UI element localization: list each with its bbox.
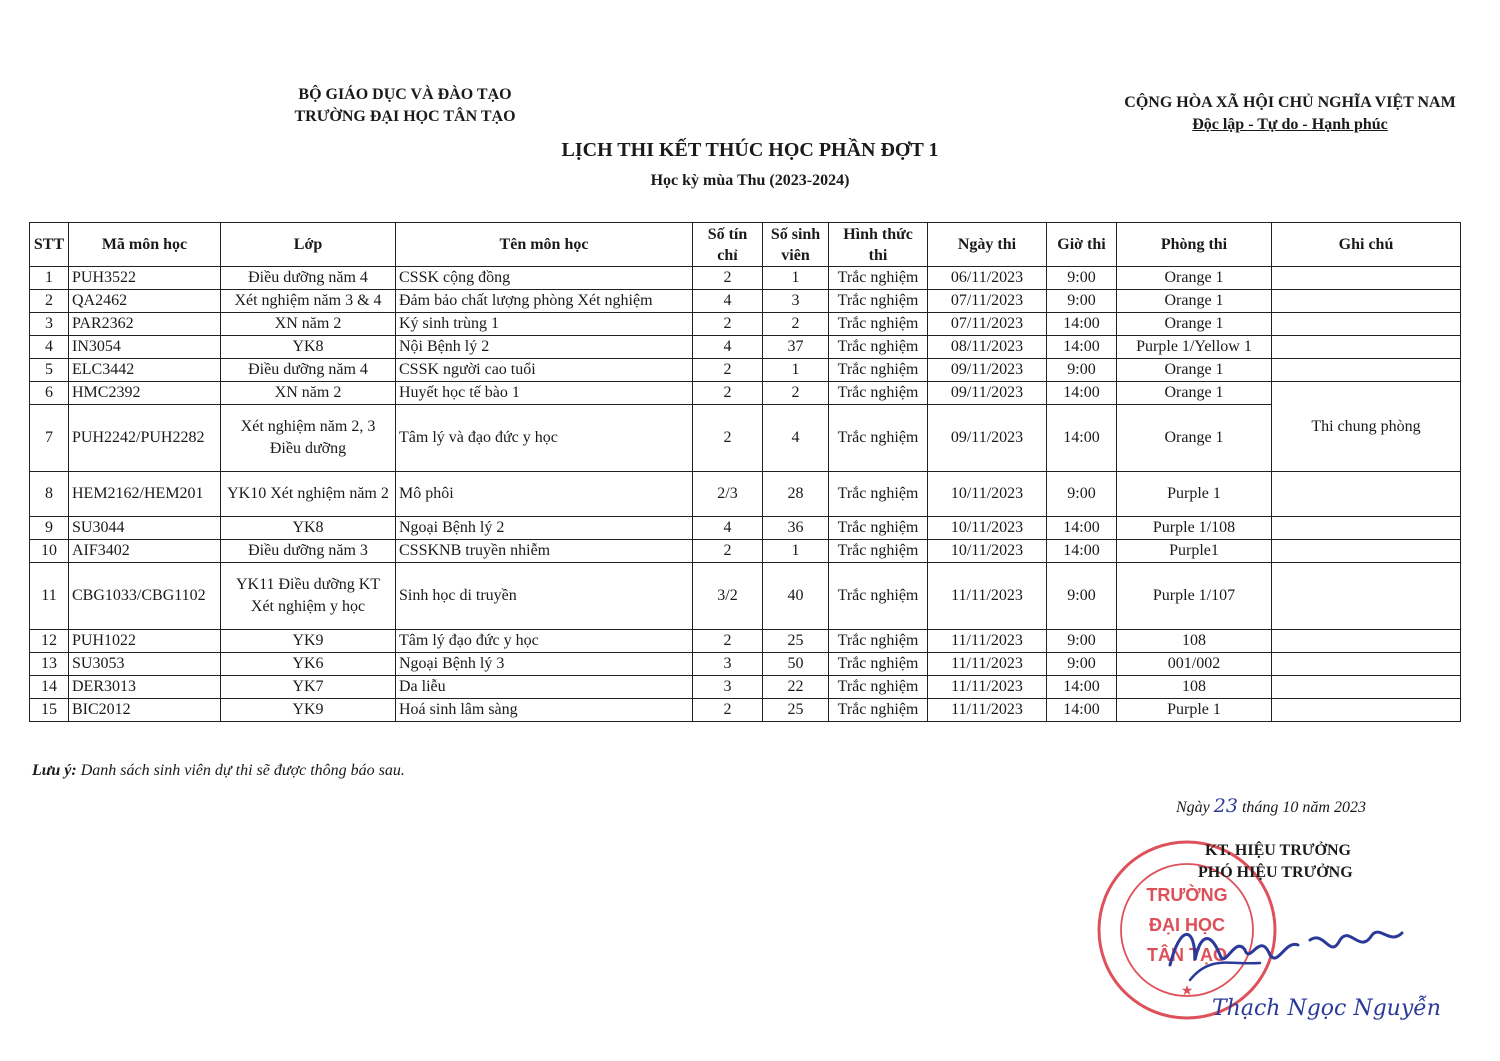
svg-text:★: ★ bbox=[1180, 984, 1194, 999]
cell-room: Orange 1 bbox=[1117, 359, 1272, 382]
cell-stt: 4 bbox=[30, 336, 69, 359]
cell-form: Trắc nghiệm bbox=[829, 290, 928, 313]
cell-class: Điều dưỡng năm 4 bbox=[221, 359, 396, 382]
cell-students: 2 bbox=[763, 313, 829, 336]
svg-text:ĐẠI HỌC: ĐẠI HỌC bbox=[1149, 915, 1225, 935]
col-header-note: Ghi chú bbox=[1272, 223, 1461, 267]
cell-room: Orange 1 bbox=[1117, 405, 1272, 472]
cell-stt: 1 bbox=[30, 267, 69, 290]
cell-note bbox=[1272, 290, 1461, 313]
header-left bbox=[250, 84, 560, 128]
footnote bbox=[32, 762, 405, 780]
cell-name: Đảm bảo chất lượng phòng Xét nghiệm bbox=[396, 290, 693, 313]
cell-room: 108 bbox=[1117, 630, 1272, 653]
cell-stt: 9 bbox=[30, 517, 69, 540]
cell-credits: 4 bbox=[693, 336, 763, 359]
cell-name: Tâm lý và đạo đức y học bbox=[396, 405, 693, 472]
cell-date: 10/11/2023 bbox=[928, 472, 1047, 517]
cell-class: XN năm 2 bbox=[221, 382, 396, 405]
col-header-room: Phòng thi bbox=[1117, 223, 1272, 267]
cell-form: Trắc nghiệm bbox=[829, 472, 928, 517]
cell-time: 14:00 bbox=[1047, 699, 1117, 722]
cell-note bbox=[1272, 563, 1461, 630]
cell-note bbox=[1272, 676, 1461, 699]
cell-code: PUH1022 bbox=[69, 630, 221, 653]
table-row bbox=[30, 563, 1461, 630]
cell-name: Ký sinh trùng 1 bbox=[396, 313, 693, 336]
cell-date: 11/11/2023 bbox=[928, 630, 1047, 653]
cell-time: 9:00 bbox=[1047, 290, 1117, 313]
cell-form: Trắc nghiệm bbox=[829, 405, 928, 472]
cell-date: 11/11/2023 bbox=[928, 563, 1047, 630]
table-row bbox=[30, 653, 1461, 676]
cell-students: 25 bbox=[763, 630, 829, 653]
col-header-credits: Số tín chỉ bbox=[693, 223, 763, 267]
col-header-students: Số sinh viên bbox=[763, 223, 829, 267]
cell-time: 14:00 bbox=[1047, 540, 1117, 563]
signer-title-1: KT. HIỆU TRƯỞNG bbox=[1205, 842, 1351, 859]
cell-credits: 3/2 bbox=[693, 563, 763, 630]
cell-code: BIC2012 bbox=[69, 699, 221, 722]
cell-form: Trắc nghiệm bbox=[829, 540, 928, 563]
exam-schedule-table bbox=[29, 222, 1461, 722]
cell-form: Trắc nghiệm bbox=[829, 653, 928, 676]
table-header-row bbox=[30, 223, 1461, 267]
cell-date: 06/11/2023 bbox=[928, 267, 1047, 290]
cell-time: 14:00 bbox=[1047, 382, 1117, 405]
cell-note bbox=[1272, 540, 1461, 563]
cell-room: Purple 1/107 bbox=[1117, 563, 1272, 630]
cell-room: Orange 1 bbox=[1117, 290, 1272, 313]
cell-name: Sinh học di truyền bbox=[396, 563, 693, 630]
cell-code: PUH2242/PUH2282 bbox=[69, 405, 221, 472]
cell-room: Orange 1 bbox=[1117, 313, 1272, 336]
cell-form: Trắc nghiệm bbox=[829, 630, 928, 653]
table-row bbox=[30, 540, 1461, 563]
cell-room: Purple 1 bbox=[1117, 699, 1272, 722]
cell-date: 10/11/2023 bbox=[928, 540, 1047, 563]
cell-time: 9:00 bbox=[1047, 472, 1117, 517]
country-name: CỘNG HÒA XÃ HỘI CHỦ NGHĨA VIỆT NAM bbox=[1124, 94, 1456, 111]
cell-time: 9:00 bbox=[1047, 359, 1117, 382]
cell-time: 14:00 bbox=[1047, 405, 1117, 472]
cell-note bbox=[1272, 630, 1461, 653]
header-right bbox=[1100, 92, 1480, 136]
cell-time: 14:00 bbox=[1047, 336, 1117, 359]
table-row bbox=[30, 267, 1461, 290]
cell-code: PAR2362 bbox=[69, 313, 221, 336]
cell-name: Ngoại Bệnh lý 3 bbox=[396, 653, 693, 676]
cell-code: CBG1033/CBG1102 bbox=[69, 563, 221, 630]
cell-note bbox=[1272, 313, 1461, 336]
cell-students: 1 bbox=[763, 540, 829, 563]
cell-date: 08/11/2023 bbox=[928, 336, 1047, 359]
cell-name: Da liễu bbox=[396, 676, 693, 699]
cell-code: QA2462 bbox=[69, 290, 221, 313]
ministry-name: BỘ GIÁO DỤC VÀ ĐÀO TẠO bbox=[298, 86, 512, 103]
handwritten-signature bbox=[1150, 905, 1420, 985]
cell-stt: 7 bbox=[30, 405, 69, 472]
cell-credits: 2 bbox=[693, 540, 763, 563]
table-row bbox=[30, 313, 1461, 336]
document-subtitle: Học kỳ mùa Thu (2023-2024) bbox=[650, 172, 850, 189]
col-header-class: Lớp bbox=[221, 223, 396, 267]
cell-students: 25 bbox=[763, 699, 829, 722]
cell-date: 10/11/2023 bbox=[928, 517, 1047, 540]
table-row bbox=[30, 359, 1461, 382]
cell-room: Purple 1/108 bbox=[1117, 517, 1272, 540]
col-header-name: Tên môn học bbox=[396, 223, 693, 267]
cell-name: Mô phôi bbox=[396, 472, 693, 517]
cell-students: 1 bbox=[763, 267, 829, 290]
cell-date: 09/11/2023 bbox=[928, 359, 1047, 382]
signer-title-2: PHÓ HIỆU TRƯỞNG bbox=[1198, 864, 1353, 881]
cell-time: 9:00 bbox=[1047, 630, 1117, 653]
cell-room: 108 bbox=[1117, 676, 1272, 699]
cell-stt: 14 bbox=[30, 676, 69, 699]
cell-code: PUH3522 bbox=[69, 267, 221, 290]
table-row bbox=[30, 630, 1461, 653]
cell-stt: 3 bbox=[30, 313, 69, 336]
cell-students: 1 bbox=[763, 359, 829, 382]
cell-time: 14:00 bbox=[1047, 313, 1117, 336]
cell-students: 28 bbox=[763, 472, 829, 517]
cell-note bbox=[1272, 472, 1461, 517]
cell-code: AIF3402 bbox=[69, 540, 221, 563]
cell-code: HMC2392 bbox=[69, 382, 221, 405]
cell-credits: 2 bbox=[693, 630, 763, 653]
cell-class: Xét nghiệm năm 3 & 4 bbox=[221, 290, 396, 313]
cell-form: Trắc nghiệm bbox=[829, 563, 928, 630]
cell-stt: 12 bbox=[30, 630, 69, 653]
cell-students: 37 bbox=[763, 336, 829, 359]
cell-credits: 2 bbox=[693, 382, 763, 405]
cell-stt: 2 bbox=[30, 290, 69, 313]
cell-note bbox=[1272, 653, 1461, 676]
signer-name: Thạch Ngọc Nguyễn bbox=[1212, 996, 1441, 1021]
cell-code: SU3053 bbox=[69, 653, 221, 676]
cell-code: SU3044 bbox=[69, 517, 221, 540]
date-suffix: tháng 10 năm 2023 bbox=[1241, 799, 1366, 816]
cell-students: 40 bbox=[763, 563, 829, 630]
col-header-form: Hình thức thi bbox=[829, 223, 928, 267]
date-day: 23 bbox=[1213, 795, 1238, 817]
table-row bbox=[30, 472, 1461, 517]
cell-credits: 3 bbox=[693, 653, 763, 676]
cell-time: 9:00 bbox=[1047, 653, 1117, 676]
cell-students: 3 bbox=[763, 290, 829, 313]
cell-students: 50 bbox=[763, 653, 829, 676]
cell-credits: 2 bbox=[693, 313, 763, 336]
cell-class: YK8 bbox=[221, 336, 396, 359]
cell-form: Trắc nghiệm bbox=[829, 267, 928, 290]
cell-students: 4 bbox=[763, 405, 829, 472]
cell-room: 001/002 bbox=[1117, 653, 1272, 676]
footnote-text: Danh sách sinh viên dự thi sẽ được thông báo sau. bbox=[80, 762, 405, 779]
cell-class: Xét nghiệm năm 2, 3 Điều dưỡng bbox=[221, 405, 396, 472]
cell-name: Nội Bệnh lý 2 bbox=[396, 336, 693, 359]
cell-credits: 4 bbox=[693, 517, 763, 540]
cell-date: 07/11/2023 bbox=[928, 313, 1047, 336]
cell-form: Trắc nghiệm bbox=[829, 336, 928, 359]
table-row bbox=[30, 382, 1461, 405]
cell-class: XN năm 2 bbox=[221, 313, 396, 336]
cell-credits: 3 bbox=[693, 676, 763, 699]
document-title: LỊCH THI KẾT THÚC HỌC PHẦN ĐỢT 1 bbox=[561, 139, 939, 161]
cell-code: HEM2162/HEM201 bbox=[69, 472, 221, 517]
cell-class: Điều dưỡng năm 4 bbox=[221, 267, 396, 290]
cell-note bbox=[1272, 336, 1461, 359]
cell-code: DER3013 bbox=[69, 676, 221, 699]
cell-note bbox=[1272, 699, 1461, 722]
cell-name: Huyết học tế bào 1 bbox=[396, 382, 693, 405]
cell-class: YK8 bbox=[221, 517, 396, 540]
cell-time: 14:00 bbox=[1047, 676, 1117, 699]
cell-form: Trắc nghiệm bbox=[829, 699, 928, 722]
cell-stt: 10 bbox=[30, 540, 69, 563]
cell-students: 2 bbox=[763, 382, 829, 405]
cell-stt: 5 bbox=[30, 359, 69, 382]
cell-students: 36 bbox=[763, 517, 829, 540]
signing-date bbox=[1176, 795, 1366, 817]
cell-note bbox=[1272, 517, 1461, 540]
footnote-label: Lưu ý: bbox=[32, 762, 77, 779]
national-motto: Độc lập - Tự do - Hạnh phúc bbox=[1192, 116, 1388, 133]
cell-name: Hoá sinh lâm sàng bbox=[396, 699, 693, 722]
table-row bbox=[30, 517, 1461, 540]
cell-date: 11/11/2023 bbox=[928, 676, 1047, 699]
cell-credits: 2 bbox=[693, 405, 763, 472]
cell-date: 09/11/2023 bbox=[928, 382, 1047, 405]
cell-stt: 8 bbox=[30, 472, 69, 517]
cell-form: Trắc nghiệm bbox=[829, 517, 928, 540]
cell-time: 14:00 bbox=[1047, 517, 1117, 540]
cell-class: YK9 bbox=[221, 699, 396, 722]
col-header-date: Ngày thi bbox=[928, 223, 1047, 267]
cell-students: 22 bbox=[763, 676, 829, 699]
cell-form: Trắc nghiệm bbox=[829, 382, 928, 405]
cell-credits: 2 bbox=[693, 359, 763, 382]
cell-stt: 6 bbox=[30, 382, 69, 405]
cell-stt: 15 bbox=[30, 699, 69, 722]
cell-class: YK7 bbox=[221, 676, 396, 699]
cell-note bbox=[1272, 359, 1461, 382]
cell-name: Tâm lý đạo đức y học bbox=[396, 630, 693, 653]
cell-stt: 13 bbox=[30, 653, 69, 676]
cell-class: YK10 Xét nghiệm năm 2 bbox=[221, 472, 396, 517]
cell-room: Purple 1/Yellow 1 bbox=[1117, 336, 1272, 359]
cell-name: CSSK cộng đồng bbox=[396, 267, 693, 290]
cell-form: Trắc nghiệm bbox=[829, 313, 928, 336]
cell-room: Purple1 bbox=[1117, 540, 1272, 563]
cell-code: IN3054 bbox=[69, 336, 221, 359]
cell-class: Điều dưỡng năm 3 bbox=[221, 540, 396, 563]
table-row bbox=[30, 336, 1461, 359]
table-row bbox=[30, 290, 1461, 313]
cell-time: 9:00 bbox=[1047, 563, 1117, 630]
cell-credits: 4 bbox=[693, 290, 763, 313]
cell-room: Orange 1 bbox=[1117, 382, 1272, 405]
cell-note-merged: Thi chung phòng bbox=[1272, 382, 1461, 472]
cell-stt: 11 bbox=[30, 563, 69, 630]
cell-date: 09/11/2023 bbox=[928, 405, 1047, 472]
col-header-code: Mã môn học bbox=[69, 223, 221, 267]
cell-credits: 2 bbox=[693, 267, 763, 290]
cell-credits: 2 bbox=[693, 699, 763, 722]
col-header-stt: STT bbox=[30, 223, 69, 267]
cell-class: YK11 Điều dưỡng KT Xét nghiệm y học bbox=[221, 563, 396, 630]
cell-form: Trắc nghiệm bbox=[829, 359, 928, 382]
cell-time: 9:00 bbox=[1047, 267, 1117, 290]
university-name: TRƯỜNG ĐẠI HỌC TÂN TẠO bbox=[294, 108, 516, 125]
table-row bbox=[30, 405, 1461, 472]
cell-form: Trắc nghiệm bbox=[829, 676, 928, 699]
cell-name: CSSK người cao tuổi bbox=[396, 359, 693, 382]
cell-class: YK9 bbox=[221, 630, 396, 653]
cell-code: ELC3442 bbox=[69, 359, 221, 382]
svg-text:TÂN TẠO: TÂN TẠO bbox=[1147, 945, 1227, 965]
cell-room: Purple 1 bbox=[1117, 472, 1272, 517]
table-row bbox=[30, 699, 1461, 722]
cell-name: CSSKNB truyền nhiễm bbox=[396, 540, 693, 563]
cell-date: 11/11/2023 bbox=[928, 653, 1047, 676]
table-row bbox=[30, 676, 1461, 699]
cell-class: YK6 bbox=[221, 653, 396, 676]
cell-note bbox=[1272, 267, 1461, 290]
cell-date: 07/11/2023 bbox=[928, 290, 1047, 313]
cell-name: Ngoại Bệnh lý 2 bbox=[396, 517, 693, 540]
date-prefix: Ngày bbox=[1176, 799, 1210, 816]
col-header-time: Giờ thi bbox=[1047, 223, 1117, 267]
svg-text:TRƯỜNG: TRƯỜNG bbox=[1146, 885, 1228, 905]
cell-credits: 2/3 bbox=[693, 472, 763, 517]
cell-room: Orange 1 bbox=[1117, 267, 1272, 290]
cell-date: 11/11/2023 bbox=[928, 699, 1047, 722]
